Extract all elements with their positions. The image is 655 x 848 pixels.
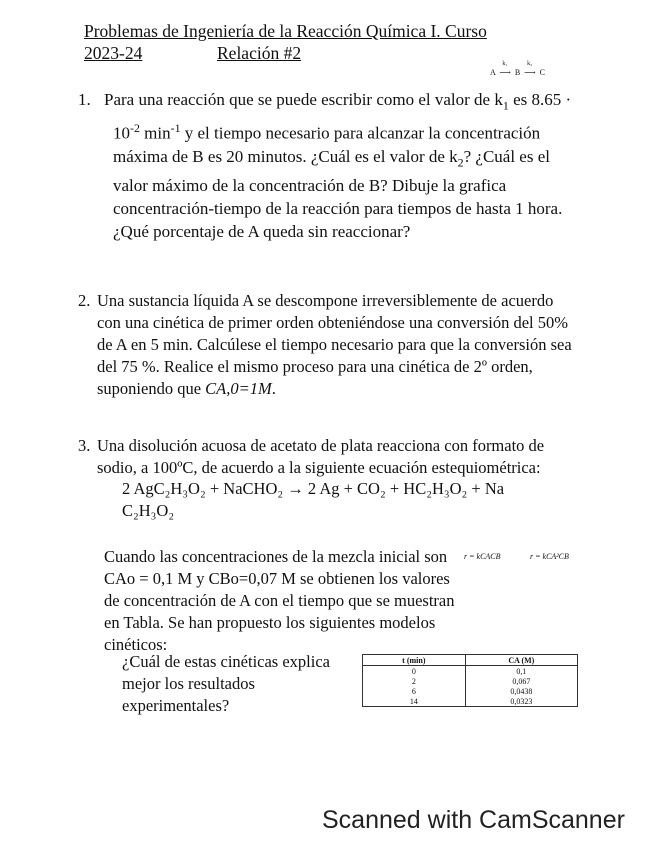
rate-law-1: r = kCACB: [464, 552, 501, 561]
header-title: Problemas de Ingeniería de la Reacción Química I. Curso: [84, 21, 487, 41]
camscanner-watermark: Scanned with CamScanner: [322, 806, 625, 834]
q1-exponent-2: -1: [170, 121, 181, 136]
q1-text-c: min: [139, 124, 171, 144]
q1-exponent-1: -2: [130, 121, 140, 136]
table-cell: 14: [363, 696, 466, 707]
q2-text-a: Una sustancia líquida A se descompone irreversiblemente de acuerdo con una cinética de primer orden obteniéndose una conversión del 50% de A en 5 min. Calcúlese el tiempo necesario para que la conversión sea del 75 %. Realice el mismo proceso para una cinética de 2º orden, suponiendo que: [97, 291, 572, 398]
q3-intro: Una disolución acuosa de acetato de plata reacciona con formato de sodio, a 100ºC, de acuerdo a la siguiente ecuación estequiométrica:: [97, 436, 545, 477]
q3-equation-line2: C₂H₃O₂: [122, 501, 175, 520]
q1-k1-subscript: 1: [502, 98, 509, 113]
rate-constant-k2: k₂: [527, 61, 533, 67]
species-a: A: [490, 68, 496, 77]
table-header-row: [363, 655, 578, 666]
table-cell: 0: [363, 666, 466, 677]
table-cell: 0,0323: [465, 696, 577, 707]
table-row: [363, 676, 578, 686]
arrow-k2: k₂ ⟶: [524, 61, 536, 77]
rate-constant-k1: k₁: [502, 61, 508, 67]
header-relation: Relación #2: [217, 43, 302, 63]
header-year: 2023-24: [84, 43, 143, 63]
table-cell: 0,1: [465, 666, 577, 677]
table-cell: 6: [363, 686, 466, 696]
table-row: [363, 686, 578, 696]
q3-equation-line1: 2 AgC₂H₃O₂ + NaCHO₂ → 2 Ag + CO₂ + HC₂H₃O₂ + Na: [122, 479, 505, 498]
q3-number: 3.: [78, 436, 91, 455]
species-c: C: [539, 68, 545, 77]
table-header-concentration: CA (M): [465, 655, 577, 666]
arrow-k1: k₁ ⟶: [499, 61, 511, 77]
concentration-table: [362, 654, 578, 707]
q1-text-a: Para una reacción que se puede escribir como el valor de k: [104, 90, 503, 109]
table-cell: 0,067: [465, 676, 577, 686]
rate-law-2: r = kCA²CB: [530, 552, 569, 561]
table-row: [363, 666, 578, 677]
table-cell: 0,0438: [465, 686, 577, 696]
table-cell: 2: [363, 676, 466, 686]
q3-paragraph: Cuando las concentraciones de la mezcla inicial son CAo = 0,1 M y CBo=0,07 M se obtienen los valores de concentración de A con el tiempo que se muestran en Tabla. Se han propuesto los siguientes modelos cinéticos:: [104, 547, 455, 654]
table-row: [363, 696, 578, 707]
q1-k2-subscript: 2: [457, 155, 464, 170]
q1-text-b: es 8.65 · 10: [113, 90, 572, 144]
reaction-scheme: [490, 61, 545, 77]
q2-initial-condition: CA,0=1M: [205, 379, 272, 398]
q1-number: 1.: [78, 90, 91, 109]
table-header-time: t (min): [363, 655, 466, 666]
species-b: B: [514, 68, 521, 77]
q1-text: [104, 88, 582, 243]
q1-text-d: y el tiempo necesario para alcanzar la concentración máxima de B es 20 minutos. ¿Cuál es el valor de k: [113, 124, 541, 167]
q2-text: [97, 290, 572, 400]
q3-question: ¿Cuál de estas cinéticas explica mejor los resultados experimentales?: [122, 652, 330, 715]
q2-number: 2.: [78, 291, 91, 310]
q1-text-e: ? ¿Cuál es el valor máximo de la concentración de B? Dibuje la grafica concentración-tiempo de la reacción para tiempos de hasta 1 hora. ¿Qué porcentaje de A queda sin reaccionar?: [113, 147, 563, 242]
q2-text-b: .: [271, 379, 276, 398]
